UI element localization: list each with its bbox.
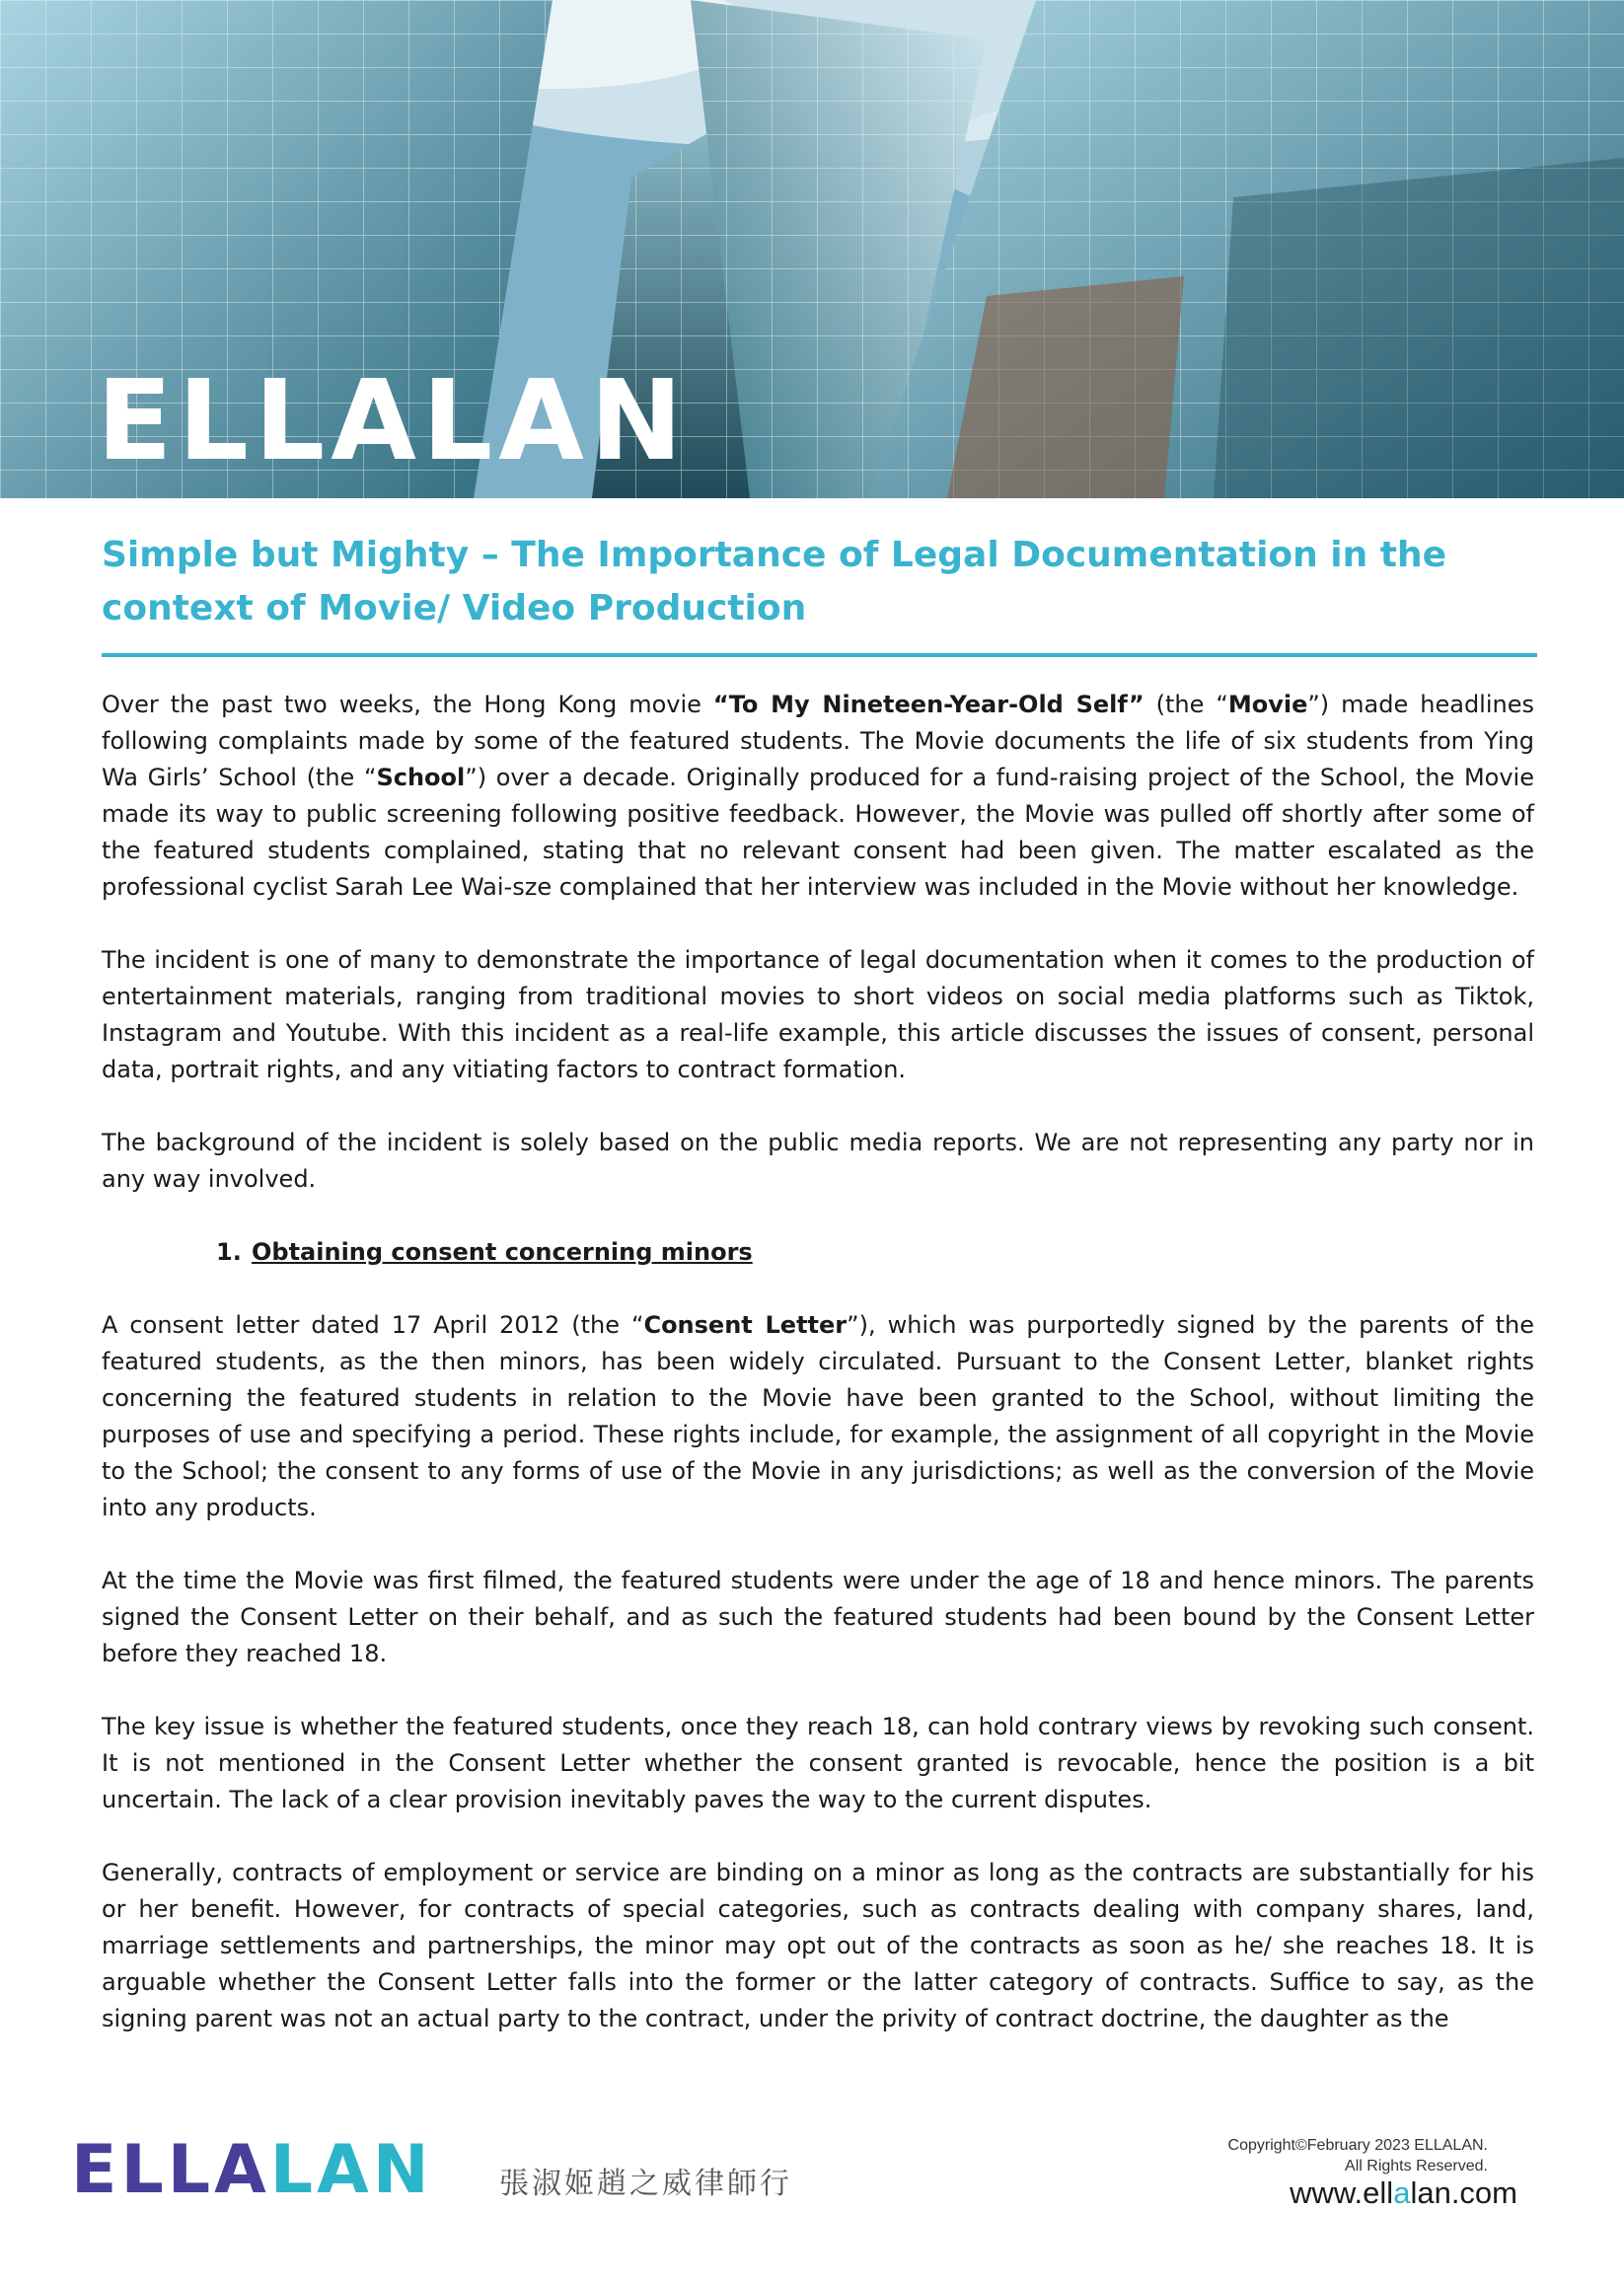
section-number: 1.	[216, 1238, 242, 1266]
article-body	[102, 687, 1534, 2074]
paragraph-contracts: Generally, contracts of employment or service are binding on a minor as long as the contracts are substantially for his or her benefit. However, for contracts of special categories, such as contracts dealing with company shares, land, marriage settlements and partnerships, the minor may opt out of the contracts as soon as he/ she reaches 18. It is arguable whether the Consent Letter falls into the former or the latter category of contracts. Suffice to say, as the signing parent was not an actual party to the contract, under the privity of contract doctrine, the daughter as the	[102, 1859, 1534, 2032]
website-link[interactable]: www.ellalan.com	[1290, 2175, 1517, 2210]
paragraph-disclaimer: The background of the incident is solely based on the public media reports. We are not representing any party nor in any way involved.	[102, 1129, 1534, 1193]
paragraph-consent-letter: A consent letter dated 17 April 2012 (the “Consent Letter”), which was purportedly signed by the parents of the featured students, as the then minors, has been widely circulated. Pursuant to the Consent Letter, blanket rights concerning the featured students in relation to the Movie have been granted to the School, without limiting the purposes of use and specifying a period. These rights include, for example, the assignment of all copyright in the Movie to the School; the consent to any forms of use of the Movie in any jurisdictions; as well as the conversion of the Movie into any products.	[102, 1311, 1534, 1521]
paragraph-importance: The incident is one of many to demonstrate the importance of legal documentation when it comes to the production of entertainment materials, ranging from traditional movies to short videos on social media platforms such as Tiktok, Instagram and Youtube. With this incident as a real-life example, this article discusses the issues of consent, personal data, portrait rights, and any vitiating factors to contract formation.	[102, 946, 1534, 1083]
article-title: Simple but Mighty – The Importance of Legal Documentation in the context of Movie/ Video Production	[102, 535, 1447, 628]
movie-title: “To My Nineteen-Year-Old Self”	[712, 691, 1144, 718]
footer-logo: ELLALAN	[71, 2131, 433, 2209]
section-heading-1	[102, 1234, 1534, 1271]
defined-term-consent-letter: Consent Letter	[643, 1311, 848, 1339]
section-title: Obtaining consent concerning minors	[252, 1238, 753, 1266]
defined-term-movie: Movie	[1227, 691, 1308, 718]
defined-term-school: School	[376, 764, 466, 791]
paragraph-minors: At the time the Movie was first filmed, the featured students were under the age of 18 and hence minors. The parents signed the Consent Letter on their behalf, and as such the featured students had been bound by the Consent Letter before they reached 18.	[102, 1567, 1534, 1667]
title-divider	[102, 653, 1537, 657]
header-banner-image	[0, 0, 1624, 498]
hero-logo: ELLALAN	[97, 357, 689, 485]
paragraph-key-issue: The key issue is whether the featured students, once they reach 18, can hold contrary views by revoking such consent. It is not mentioned in the Consent Letter whether the consent granted is revocable, hence the position is a bit uncertain. The lack of a clear provision inevitably paves the way to the current disputes.	[102, 1713, 1534, 1813]
copyright-notice: Copyright©February 2023 ELLALAN. All Rights Reserved.	[1227, 2137, 1488, 2174]
paragraph-intro: Over the past two weeks, the Hong Kong movie “To My Nineteen-Year-Old Self” (the “Movie”) made headlines following complaints made by some of the featured students. The Movie documents the life of six students from Ying Wa Girls’ School (the “School”) over a decade. Originally produced for a fund-raising project of the School, the Movie made its way to public screening following positive feedback. However, the Movie was pulled off shortly after some of the featured students complained, stating that no relevant consent had been given. The matter escalated as the professional cyclist Sarah Lee Wai-sze complained that her interview was included in the Movie without her knowledge.	[102, 691, 1534, 901]
firm-chinese-name: 張淑姬趙之威律師行	[499, 2167, 792, 2201]
